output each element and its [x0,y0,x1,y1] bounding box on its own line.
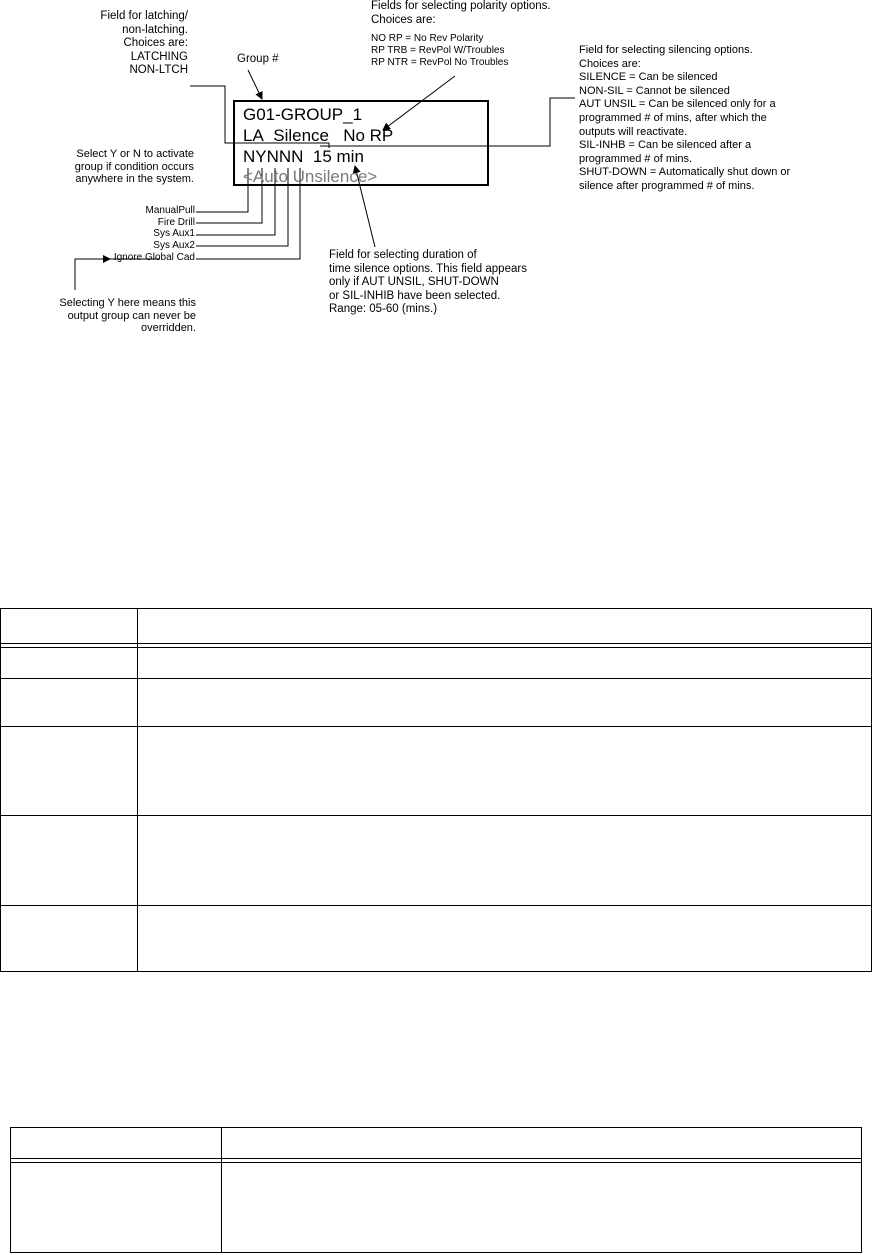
table-1-row-divider [1,726,871,727]
table-2 [10,1127,862,1253]
table-1-column-divider [137,609,138,971]
lcd-latching-value: LA [243,126,264,145]
condition-manual-pull: ManualPull [145,205,195,216]
table-1-header-divider [1,643,871,644]
silencing-annotation: Field for selecting silencing options. Choices are: SILENCE = Can be silenced NON-SIL = Cannot be silenced AUT UNSIL = Can be silenced only for a programmed # of mins, after which the outputs will reactivate. SIL-INHB = Can be silenced after a programmed # of mins. SHUT-DOWN = Automatically shut down or silence after programmed # of mins. [579,44,791,192]
latching-field-annotation: Field for latching/ non-latching. Choices are: LATCHING NON-LTCH [100,10,188,76]
polarity-annotation-heading: Fields for selecting polarity options. Choices are: [371,0,551,26]
polarity-choices: NO RP = No Rev Polarity RP TRB = RevPol W/Troubles RP NTR = RevPol No Troubles [371,33,509,68]
table-2-header-divider [11,1158,861,1159]
table-1-row-divider [1,905,871,906]
lcd-line-1: G01-GROUP_1 [243,105,363,124]
override-arrow-line [75,259,160,290]
group-number-label: Group # [237,53,279,65]
lcd-display [233,100,489,186]
table-1-header-divider-double [1,647,871,648]
group-number-arrow [248,70,262,99]
lcd-line-3: NYNNN 15 min [243,147,364,166]
condition-sys-aux1: Sys Aux1 [153,228,195,240]
table-1-row-divider [1,678,871,679]
override-annotation: Selecting Y here means this output group can never be overridden. [59,297,196,334]
condition-sys-aux2: Sys Aux2 [153,240,195,252]
duration-annotation: Field for selecting duration of time silence options. This field appears only if AUT UNSIL, SHUT-DOWN or SIL-INHIB have been selected. Range: 05-60 (mins.) [329,249,527,315]
lcd-polarity-value: No RP [343,126,394,145]
condition-labels [60,205,195,264]
condition-fire-drill: Fire Drill [157,216,195,228]
lcd-silence-value: Silence [273,126,330,145]
table-1 [0,608,872,972]
select-yn-annotation: Select Y or N to activate group if condition occurs anywhere in the system. [74,148,194,185]
lcd-line-2 [243,126,393,146]
table-2-header-divider-double [11,1162,861,1163]
table-1-row-divider [1,815,871,816]
table-2-column-divider [221,1128,222,1252]
lcd-line-4: <Auto Unsilence> [243,167,378,186]
condition-ignore-global-cad: Ignore Global Cad [113,251,195,263]
